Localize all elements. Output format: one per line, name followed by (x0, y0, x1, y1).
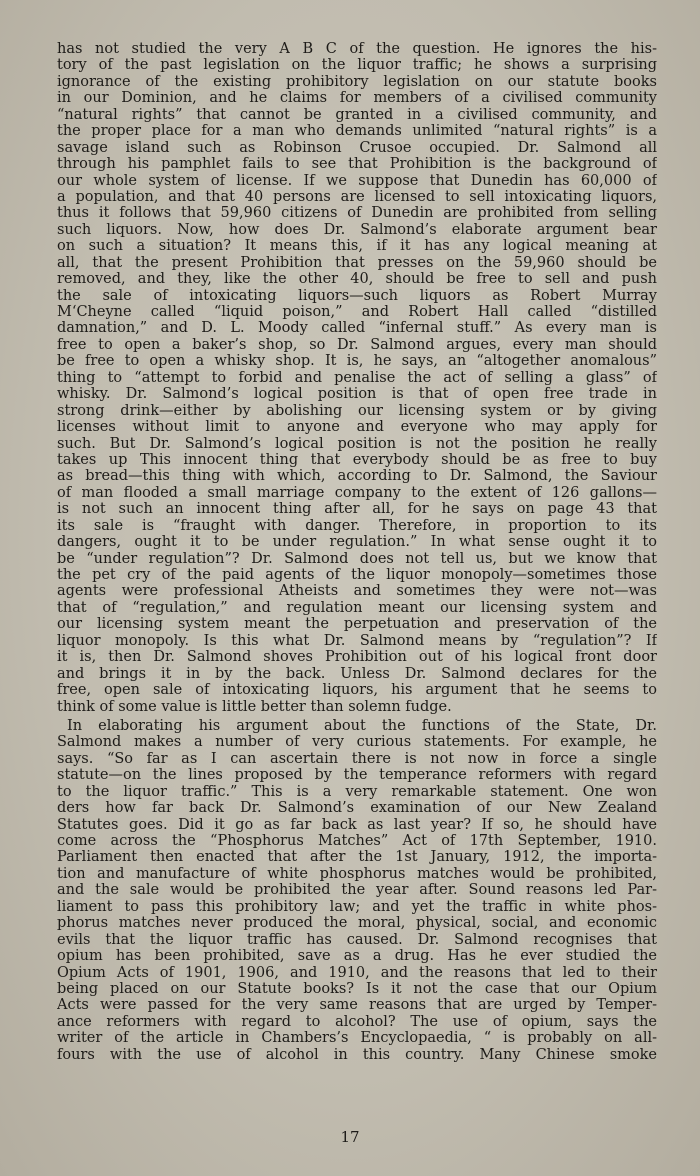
text-line: the sale of intoxicating liquors—such liquors as Robert Murray (57, 287, 657, 304)
text-line: statute—on the lines proposed by the temperance reformers with regard (57, 767, 657, 784)
text-line: as bread—this thing with which, according to Dr. Salmond, the Saviour (57, 468, 657, 485)
text-line: thus it follows that 59,960 citizens of Dunedin are prohibited from selling (57, 205, 657, 222)
page-number: 17 (340, 1128, 360, 1146)
text-line: savage island such as Robinson Crusoe occupied. Dr. Salmond all (57, 139, 657, 156)
text-line: ders how far back Dr. Salmond’s examination of our New Zealand (57, 800, 657, 817)
text-line: thing to “attempt to forbid and penalise the act of selling a glass” of (57, 369, 657, 386)
text-line: “natural rights” that cannot be granted in a civilised community, and (57, 106, 657, 123)
text-line: free, open sale of intoxicating liquors, his argument that he seems to (57, 682, 657, 699)
body-text (57, 41, 657, 1063)
text-line: such liquors. Now, how does Dr. Salmond’s elaborate argument bear (57, 221, 657, 238)
text-line: in our Dominion, and he claims for members of a civilised community (57, 90, 657, 107)
text-line: it is, then Dr. Salmond shoves Prohibition out of his logical front door (57, 649, 657, 666)
paragraph (57, 41, 657, 715)
text-line: Opium Acts of 1901, 1906, and 1910, and the reasons that led to their (57, 964, 657, 981)
text-line: In elaborating his argument about the functions of the State, Dr. (67, 717, 657, 734)
text-line: that of “regulation,” and regulation meant our licensing system and (57, 599, 657, 616)
text-line: says. “So far as I can ascertain there is not now in force a single (57, 750, 657, 767)
text-line: such. But Dr. Salmond’s logical position is not the position he really (57, 435, 657, 452)
text-line: licenses without limit to anyone and everyone who may apply for (57, 419, 657, 436)
text-line: and brings it in by the back. Unless Dr. Salmond declares for the (57, 665, 657, 682)
text-line: a population, and that 40 persons are licensed to sell intoxicating liquors, (57, 188, 657, 205)
text-line: agents were professional Atheists and sometimes they were not—was (57, 583, 657, 600)
text-line: M‘Cheyne called “liquid poison,” and Robert Hall called “distilled (57, 304, 657, 320)
text-line: think of some value is little better than solemn fudge. (57, 698, 452, 715)
text-line: being placed on our Statute books? Is it not the case that our Opium (57, 980, 657, 997)
text-line: all, that the present Prohibition that presses on the 59,960 should be (57, 254, 657, 271)
text-line: Parliament then enacted that after the 1st January, 1912, the importa- (57, 849, 657, 866)
text-line: to the liquor traffic.” This is a very remarkable statement. One won (57, 783, 657, 800)
text-line: damnation,” and D. L. Moody called “infernal stuff.” As every man is (57, 320, 657, 337)
text-line: and the sale would be prohibited the year after. Sound reasons led Par- (57, 882, 657, 899)
text-line: whisky. Dr. Salmond’s logical position is that of open free trade in (57, 386, 657, 403)
text-line: is not such an innocent thing after all, for he says on page 43 that (57, 501, 657, 518)
text-line: be free to open a whisky shop. It is, he says, an “altogether anomalous” (57, 353, 657, 370)
text-line: be “under regulation”? Dr. Salmond does not tell us, but we know that (57, 550, 657, 567)
text-line: free to open a baker’s shop, so Dr. Salmond argues, every man should (57, 336, 657, 353)
text-line: ance reformers with regard to alcohol? The use of opium, says the (57, 1013, 657, 1030)
text-line: dangers, ought it to be under regulation.” In what sense ought it to (57, 534, 657, 551)
text-line: phorus matches never produced the moral, physical, social, and economic (57, 915, 657, 932)
text-line: takes up This innocent thing that everybody should be as free to buy (57, 451, 657, 468)
text-line: Salmond makes a number of very curious statements. For example, he (57, 734, 657, 751)
text-line: ignorance of the existing prohibitory legislation on our statute books (57, 73, 657, 90)
text-line: on such a situation? It means this, if it has any logical meaning at (57, 238, 657, 255)
text-line: the proper place for a man who demands unlimited “natural rights” is a (57, 123, 657, 140)
text-line: evils that the liquor traffic has caused. Dr. Salmond recognises that (57, 931, 657, 948)
text-line: its sale is “fraught with danger. Therefore, in proportion to its (57, 517, 657, 534)
text-line: our whole system of license. If we suppose that Dunedin has 60,000 of (57, 172, 657, 189)
text-line: tion and manufacture of white phosphorus matches would be prohibited, (57, 865, 657, 882)
text-line: tory of the past legislation on the liquor traffic; he shows a surprising (57, 57, 657, 74)
text-line: Acts were passed for the very same reasons that are urged by Temper- (57, 997, 657, 1014)
text-line: our licensing system meant the perpetuation and preservation of the (57, 616, 657, 633)
text-line: writer of the article in Chambers’s Encyclopaedia, “ is probably on all- (57, 1030, 657, 1047)
text-line: liament to pass this prohibitory law; and yet the traffic in white phos- (57, 898, 657, 915)
text-line: fours with the use of alcohol in this country. Many Chinese smoke (57, 1046, 657, 1063)
text-line: opium has been prohibited, save as a drug. Has he ever studied the (57, 948, 657, 965)
text-line: has not studied the very A B C of the question. He ignores the his- (57, 41, 657, 57)
paragraph (57, 718, 657, 1063)
text-line: liquor monopoly. Is this what Dr. Salmond means by “regulation”? If (57, 632, 657, 649)
text-line: removed, and they, like the other 40, should be free to sell and push (57, 271, 657, 288)
text-line: through his pamphlet fails to see that Prohibition is the background of (57, 156, 657, 173)
text-line: the pet cry of the paid agents of the liquor monopoly—sometimes those (57, 567, 657, 583)
text-line: of man flooded a small marriage company to the extent of 126 gallons— (57, 484, 657, 501)
text-line: strong drink—either by abolishing our licensing system or by giving (57, 402, 657, 419)
text-line: come across the “Phosphorus Matches” Act of 17th September, 1910. (57, 833, 657, 849)
text-line: Statutes goes. Did it go as far back as last year? If so, he should have (57, 816, 657, 833)
